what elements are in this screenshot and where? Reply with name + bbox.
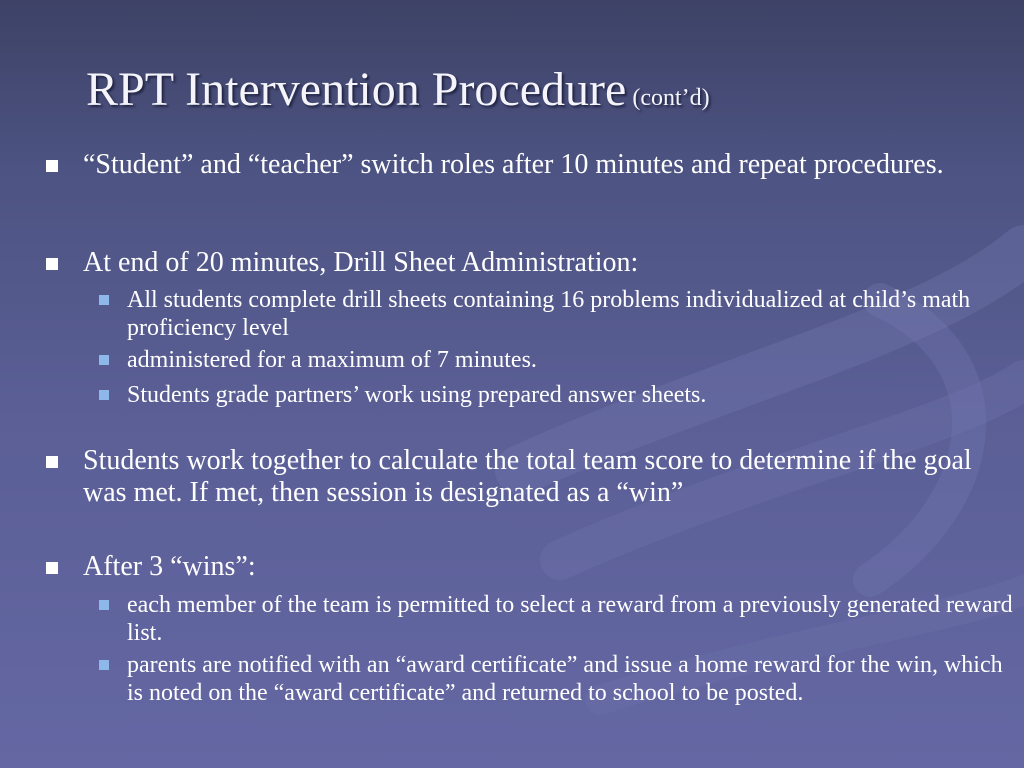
sub-bullet-square-icon	[99, 355, 109, 365]
bullet-square-icon	[46, 456, 58, 468]
bullet-4-sub-1-text: each member of the team is permitted to select a reward from a previously generated reward list.	[127, 592, 1013, 646]
bullet-2-sub-3-text: Students grade partners’ work using prepared answer sheets.	[127, 382, 707, 408]
sub-bullet-square-icon	[99, 295, 109, 305]
sub-bullet-square-icon	[99, 390, 109, 400]
bullet-3-text: Students work together to calculate the total team score to determine if the goal was met. If met, then session is designated as a “win”	[83, 445, 972, 508]
bullet-4-text: After 3 “wins”:	[83, 551, 256, 582]
bullet-2-text: At end of 20 minutes, Drill Sheet Administration:	[83, 247, 639, 278]
bullet-square-icon	[46, 562, 58, 574]
bullet-2-sub-1-text: All students complete drill sheets containing 16 problems individualized at child’s math proficiency level	[127, 287, 971, 341]
sub-bullet-square-icon	[99, 600, 109, 610]
bullet-4-sub-2-text: parents are notified with an “award certificate” and issue a home reward for the win, which is noted on the “award certificate” and returned to school to be posted.	[127, 652, 1003, 706]
slide-title	[86, 63, 710, 116]
bullet-1-text: “Student” and “teacher” switch roles after 10 minutes and repeat procedures.	[83, 149, 944, 180]
slide-title-text: RPT Intervention Procedure	[86, 63, 627, 116]
bullet-2-sub-2-text: administered for a maximum of 7 minutes.	[127, 347, 537, 373]
sub-bullet-square-icon	[99, 660, 109, 670]
bullet-square-icon	[46, 258, 58, 270]
bullet-square-icon	[46, 160, 58, 172]
slide-title-suffix: (cont’d)	[632, 85, 710, 111]
